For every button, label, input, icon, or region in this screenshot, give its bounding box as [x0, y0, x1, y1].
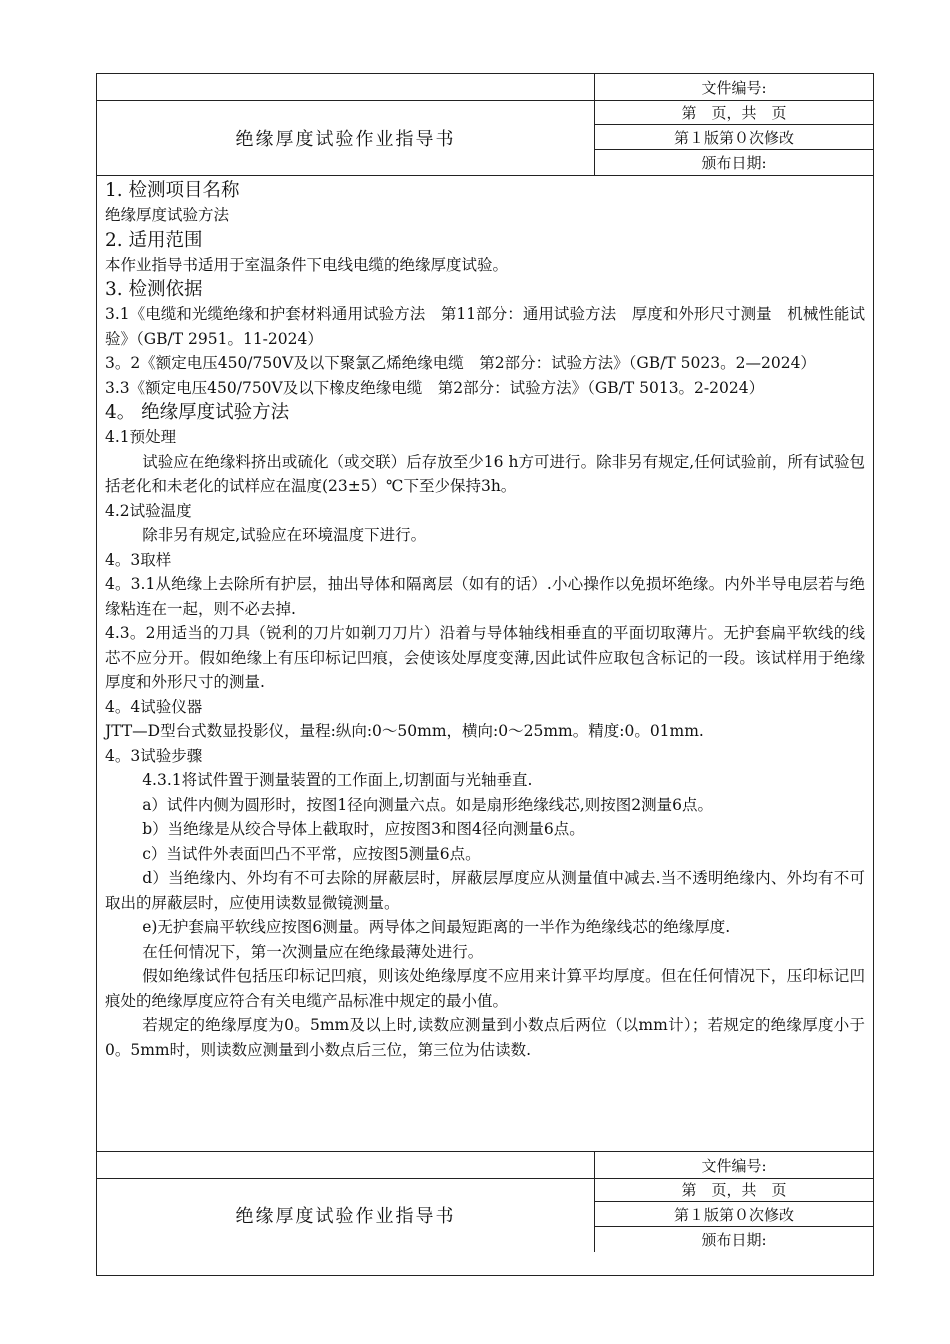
section-4-4-heading: 4。4试验仪器	[105, 697, 203, 716]
document-title: 绝缘厚度试验作业指导书	[235, 128, 456, 150]
section-4-1-text: 试验应在绝缘料挤出或硫化（或交联）后存放至少16 h方可进行。除非另有规定,任何试验前，所有试验包括老化和未老化的试样应在温度(23±5）℃下至少保持3h。	[105, 452, 865, 495]
document-frame	[96, 73, 874, 1276]
section-1-text: 绝缘厚度试验方法	[105, 206, 230, 224]
footer-main-row	[97, 1177, 873, 1252]
section-1-heading: 1. 检测项目名称	[105, 180, 240, 201]
footer-page-count: 第 页，共 页	[595, 1177, 873, 1202]
section-2-heading: 2. 适用范围	[105, 229, 203, 251]
section-4-3-heading: 4。3取样	[105, 550, 172, 569]
footer-file-number-label: 文件编号:	[701, 1156, 767, 1175]
footer-info-rows	[594, 1177, 873, 1252]
test-step-c: c）当试件外表面凹凸不平常，应按图5测量6点。	[142, 844, 481, 863]
footer-file-number-cell	[594, 1152, 873, 1178]
section-4-4-text: JTT—D型台式数显投影仪，量程:纵向:0～50mm，横向:0～25mm。精度:0。01mm.	[105, 722, 704, 740]
test-step-d: d）当绝缘内、外均有不可去除的屏蔽层时，屏蔽层厚度应从测量值中减去.当不透明绝缘内、外均有不可取出的屏蔽层时，应使用读数显微镜测量。	[105, 869, 865, 912]
footer-version-info: 第１版第０次修改	[595, 1202, 873, 1227]
standard-3-3: 3.3《额定电压450/750V及以下橡皮绝缘电缆 第2部分：试验方法》（GB/T 5013。2-2024）	[105, 378, 765, 397]
standard-3-2: 3。2《额定电压450/750V及以下聚氯乙烯绝缘电缆 第2部分：试验方法》（GB/T 5023。2—2024）	[105, 354, 816, 372]
page-count: 第 页，共 页	[595, 100, 873, 125]
section-2-text: 本作业指导书适用于室温条件下电线电缆的绝缘厚度试验。	[105, 255, 509, 274]
header-main-row	[97, 100, 873, 176]
paragraph-precision: 若规定的绝缘厚度为0。5mm及以上时,读数应测量到小数点后两位（以mm计）；若规定的绝缘厚度小于0。5mm时，则读数应测量到小数点后三位，第三位为估读数.	[105, 1016, 865, 1059]
document-body	[105, 178, 865, 1062]
footer-top-row	[97, 1151, 873, 1179]
section-4-1-heading: 4.1预处理	[105, 428, 177, 446]
test-step-intro: 4.3.1将试件置于测量装置的工作面上,切割面与光轴垂直.	[142, 771, 533, 789]
section-4-heading: 4。 绝缘厚度试验方法	[105, 402, 290, 423]
file-number-label: 文件编号:	[701, 78, 767, 97]
header-top-row	[97, 74, 873, 101]
paragraph-indent-marks: 假如绝缘试件包括压印标记凹痕，则该处绝缘厚度不应用来计算平均厚度。但在任何情况下，压印标记凹痕处的绝缘厚度应符合有关电缆产品标准中规定的最小值。	[105, 967, 865, 1010]
footer-document-title: 绝缘厚度试验作业指导书	[235, 1205, 456, 1227]
section-4-2-heading: 4.2试验温度	[105, 501, 192, 520]
test-steps-heading: 4。3试验步骤	[105, 746, 203, 765]
file-number-cell	[594, 74, 873, 100]
version-info: 第１版第０次修改	[595, 125, 873, 150]
test-step-e: e)无护套扁平软线应按图6测量。两导体之间最短距离的一半作为绝缘线芯的绝缘厚度.	[142, 918, 731, 936]
section-3-heading: 3. 检测依据	[105, 279, 203, 300]
header-info-rows	[594, 100, 873, 175]
footer-issue-date-label: 颁布日期:	[701, 1231, 767, 1249]
section-4-2-text: 除非另有规定,试验应在环境温度下进行。	[142, 526, 427, 544]
section-4-3-2-text: 4.3。2用适当的刀具（锐利的刀片如剃刀刀片）沿着与导体轴线相垂直的平面切取薄片。无护套扁平软线的线芯不应分开。假如绝缘上有压印标记凹痕，会使该处厚度变薄,因此试件应取包含标记的一段。该试样用于绝缘厚度和外形尺寸的测量.	[105, 624, 865, 691]
paragraph-thinnest: 在任何情况下，第一次测量应在绝缘最薄处进行。	[142, 942, 484, 961]
test-step-a: a）试件内侧为圆形时，按图1径向测量六点。如是扇形绝缘线芯,则按图2测量6点。	[142, 795, 713, 814]
standard-3-1: 3.1《电缆和光缆绝缘和护套材料通用试验方法 第11部分：通用试验方法 厚度和外形尺寸测量 机械性能试验》（GB/T 2951。11-2024）	[105, 305, 865, 348]
test-step-b: b）当绝缘是从绞合导体上截取时，应按图3和图4径向测量6点。	[142, 820, 585, 838]
section-4-3-1-text: 4。3.1从绝缘上去除所有护层，抽出导体和隔离层（如有的话）.小心操作以免损坏绝缘。内外半导电层若与绝缘粘连在一起，则不必去掉.	[105, 575, 865, 618]
issue-date-label: 颁布日期:	[701, 154, 767, 172]
